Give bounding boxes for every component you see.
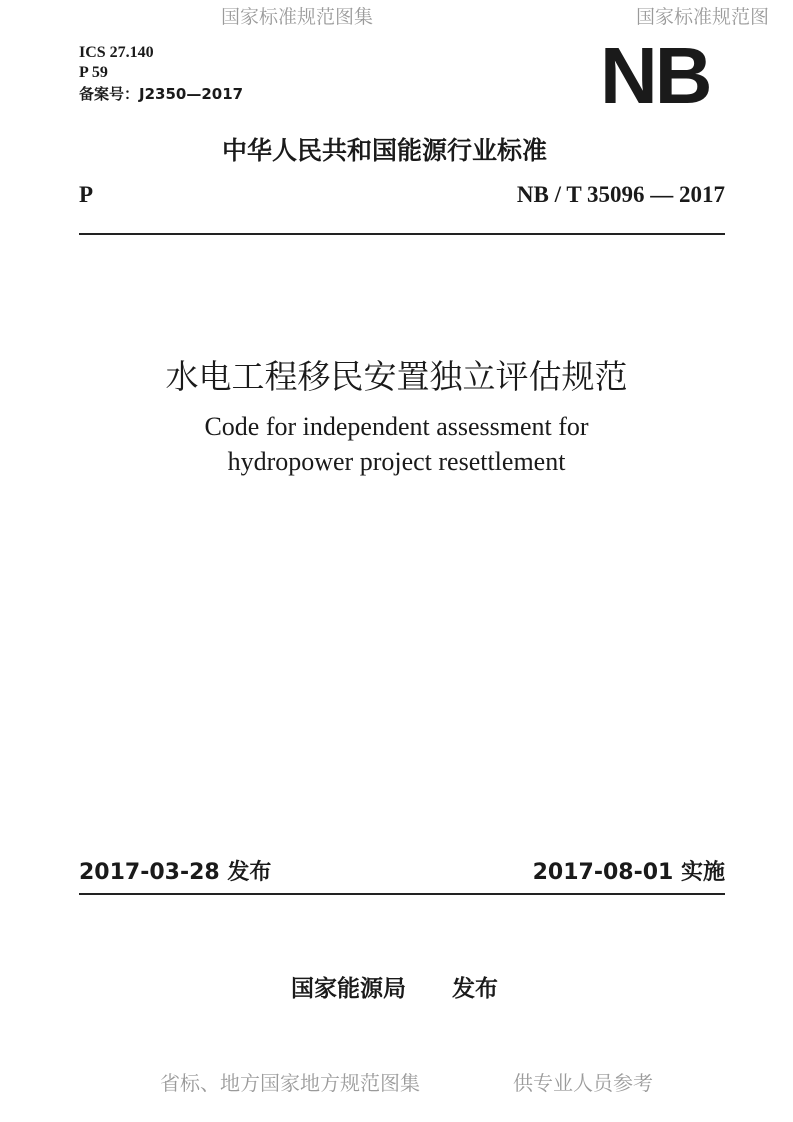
watermark-footer-right: 供专业人员参考 [513, 1071, 653, 1095]
issuing-authority: 国家能源局 发布 [291, 976, 498, 1002]
classification-code: P 59 [79, 64, 108, 81]
ics-code: ICS 27.140 [79, 44, 154, 61]
title-english-line1: Code for independent assessment for [204, 412, 589, 441]
watermark-footer-left: 省标、地方国家地方规范图集 [160, 1071, 420, 1095]
header-rule [79, 233, 725, 235]
footer-rule [79, 893, 725, 895]
watermark-top-right: 国家标准规范图 [636, 6, 770, 28]
category-letter: P [79, 182, 94, 207]
watermark-top-left: 国家标准规范图集 [221, 6, 374, 28]
effective-date: 2017-08-01 实施 [532, 860, 725, 885]
title-chinese: 水电工程移民安置独立评估规范 [165, 357, 628, 396]
standard-code: NB / T 35096 — 2017 [516, 182, 725, 207]
title-english-line2: hydropower project resettlement [227, 447, 566, 476]
filing-number: 备案号：J2350—2017 [79, 85, 244, 103]
issue-date: 2017-03-28 发布 [79, 860, 272, 885]
nb-logo: NB [600, 31, 710, 120]
standard-category: 中华人民共和国能源行业标准 [222, 136, 548, 165]
